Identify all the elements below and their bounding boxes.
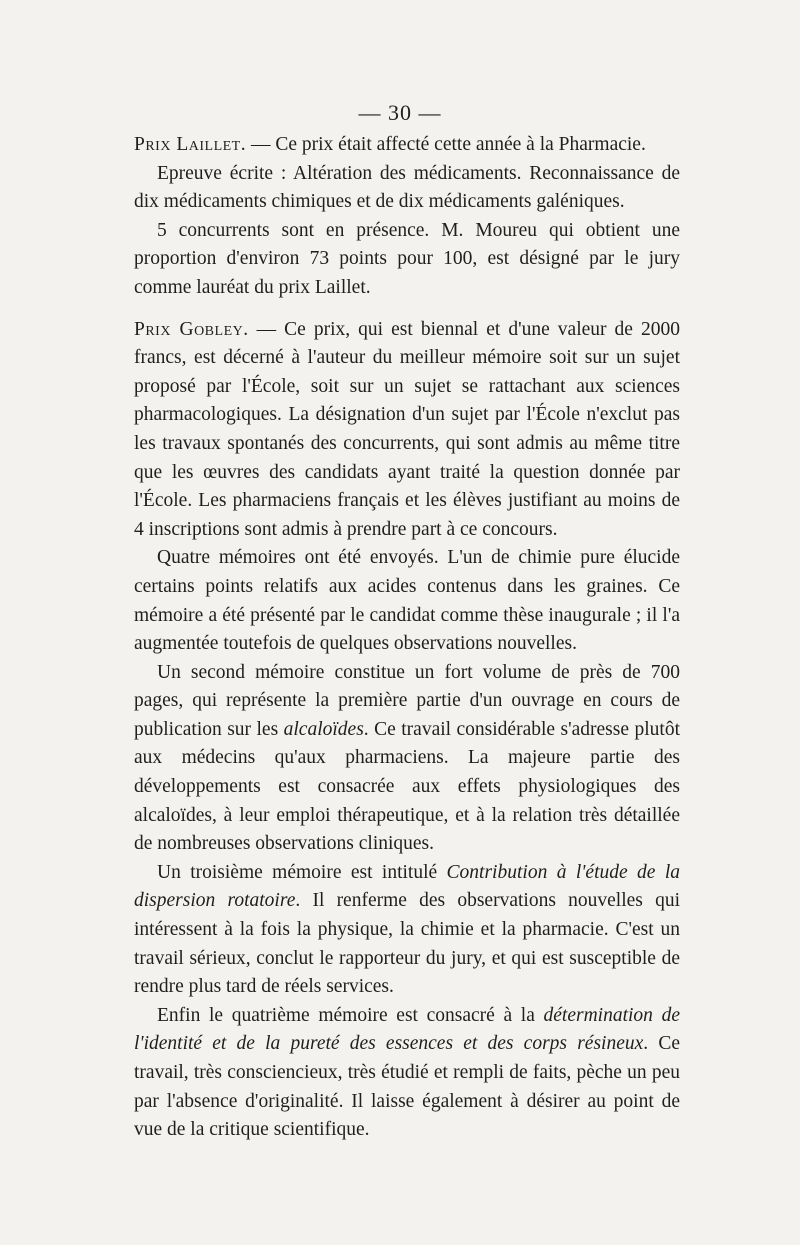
prix-laillet-heading: Prix Laillet. <box>134 134 247 155</box>
page-number: — 30 — <box>358 100 442 125</box>
prix-gobley-lead: — Ce prix, qui est biennal et d'une valeur de 2000 francs, est décerné à l'auteur du meilleur mémoire soit sur un sujet proposé par l'École, soit sur un sujet se rattachant aux sciences pharmacologiques. La désignation d'un sujet par l'École n'exclut pas les travaux spontanés des concurrents, qui sont admis au même titre que les œuvres des candidats ayant traité la question donnée par l'École. Les pharmaciens français et les élèves justifiant au moins de 4 inscriptions sont admis à prendre part à ce concours. <box>134 318 680 540</box>
prix-gobley-heading: Prix Gobley. <box>134 318 249 340</box>
prix-laillet-lead: — Ce prix était affecté cette année à la Pharmacie. <box>246 134 646 155</box>
quatrieme-memoire-text-b: . Ce travail, très consciencieux, très étudié et rempli de faits, pèche un peu par l'absence d'originalité. Il laisse également à désirer au point de vue de la critique scientifique. <box>134 1033 680 1141</box>
second-memoire-paragraph <box>134 659 680 859</box>
second-memoire-text-a: Un second mémoire constitue un fort volume de près de 700 pages, qui représente la première partie d'un ouvrage en cours de publication sur les <box>134 661 680 740</box>
quatre-memoires-paragraph: Quatre mémoires ont été envoyés. L'un de chimie pure élucide certains points relatifs aux acides contenus dans les graines. Ce mémoire a été présenté par le candidat comme thèse inaugurale ; il l'a augmentée toutefois de quelques observations nouvelles. <box>134 547 680 655</box>
epreuve-paragraph: Epreuve écrite : Altération des médicaments. Reconnaissance de dix médicaments chimiques et de dix médicaments galéniques. <box>134 162 680 213</box>
quatrieme-memoire-text-a: Enfin le quatrième mémoire est consacré à la <box>157 1004 544 1026</box>
troisieme-memoire-text-a: Un troisième mémoire est intitulé <box>157 861 447 883</box>
troisieme-memoire-paragraph <box>134 859 680 1002</box>
prix-gobley-paragraph <box>134 316 680 545</box>
body-text <box>134 131 680 1145</box>
concurrents-paragraph: 5 concurrents sont en présence. M. Moureu qui obtient une proportion d'environ 73 points pour 100, est désigné par le jury comme lauréat du prix Laillet. <box>134 219 680 298</box>
second-memoire-italic: alcaloïdes <box>283 718 364 740</box>
quatrieme-memoire-italic: détermination de l'identité et de la pureté des essences et des corps résineux <box>134 1004 680 1055</box>
troisieme-memoire-text-b: . Il renferme des observations nouvelles qui intéressent à la fois la physique, la chimie et la pharmacie. C'est un travail sérieux, conclut le rapporteur du jury, et qui est susceptible de rendre plus tard de réels services. <box>134 890 680 998</box>
prix-laillet-paragraph <box>134 131 680 160</box>
second-memoire-text-b: . Ce travail considérable s'adresse plutôt aux médecins qu'aux pharmaciens. La majeure partie des développements est consacrée aux effets physiologiques des alcaloïdes, à leur emploi thérapeutique, et à la relation très détaillée de nombreuses observations cliniques. <box>134 718 680 855</box>
quatrieme-memoire-paragraph <box>134 1002 680 1145</box>
troisieme-memoire-italic: Contribution à l'étude de la dispersion rotatoire <box>134 861 681 912</box>
